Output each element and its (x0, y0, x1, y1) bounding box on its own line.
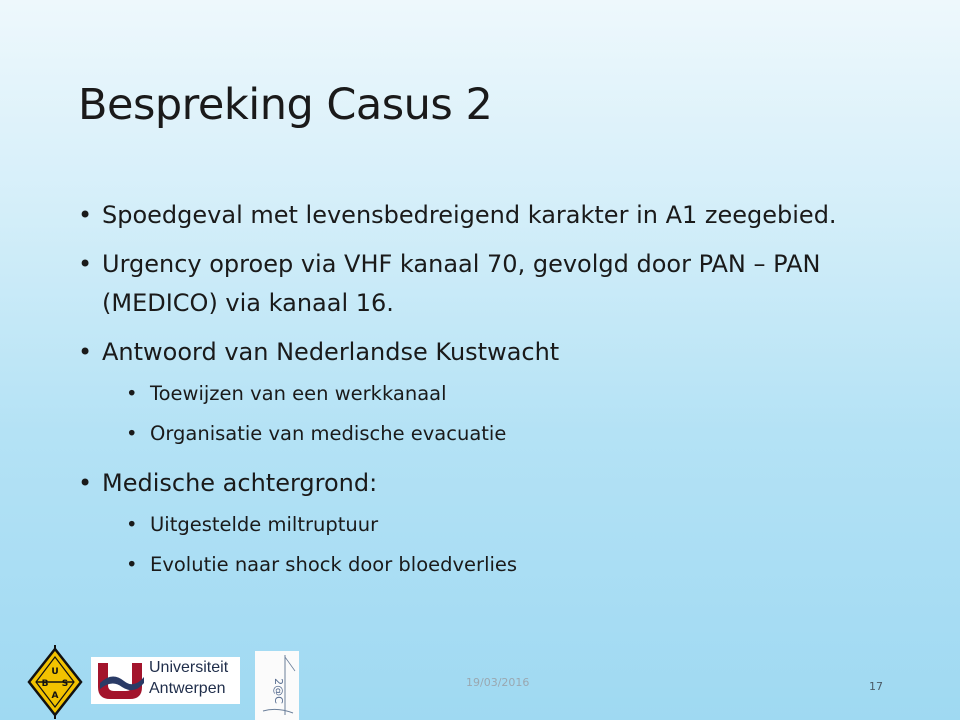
university-antwerpen-logo (91, 657, 240, 704)
sub-bullet-item (102, 505, 868, 545)
sketch-logo-text: 2@C (272, 678, 285, 704)
bullet-item-4 (78, 464, 868, 585)
bullet-item-1 (78, 196, 868, 235)
bullet-icon: • (78, 250, 93, 278)
sub-bullet-icon: • (126, 553, 138, 576)
bullet-item-2 (78, 245, 868, 323)
sub-bullet-text: Uitgestelde miltruptuur (150, 513, 379, 536)
bullet-icon: • (78, 469, 93, 497)
footer-date: 19/03/2016 (466, 676, 530, 689)
sub-bullet-item (102, 374, 868, 414)
slide-title: Bespreking Casus 2 (78, 80, 493, 130)
vras-letter: S (61, 679, 69, 689)
bullet-icon: • (78, 338, 93, 366)
bullet-text: Spoedgeval met levensbedreigend karakter in A1 zeegebied. (102, 201, 837, 229)
sub-bullet-icon: • (126, 382, 138, 405)
sub-bullet-text: Toewijzen van een werkkanaal (150, 382, 447, 405)
ua-name-line2: Antwerpen (149, 680, 226, 697)
bullet-text: Antwoord van Nederlandse Kustwacht (102, 338, 560, 366)
bullet-text: Urgency oproep via VHF kanaal 70, gevolgd door PAN – PAN (MEDICO) via kanaal 16. (102, 250, 821, 317)
bullet-icon: • (78, 201, 93, 229)
bullet-text: Medische achtergrond: (102, 469, 378, 497)
ua-logo-icon (94, 661, 146, 701)
sub-bullet-icon: • (126, 513, 138, 536)
sub-bullet-text: Organisatie van medische evacuatie (150, 422, 507, 445)
page-number: 17 (869, 680, 883, 693)
vras-letter: U (51, 667, 59, 677)
bullet-list (78, 196, 868, 595)
vras-letter: B (41, 679, 49, 689)
sub-bullet-text: Evolutie naar shock door bloedverlies (150, 553, 518, 576)
sub-bullet-item (102, 545, 868, 585)
vras-letter: A (51, 691, 59, 701)
vras-diamond-logo-icon (26, 645, 84, 719)
sub-bullet-list (102, 374, 868, 454)
sub-bullet-list (102, 505, 868, 585)
sub-bullet-icon: • (126, 422, 138, 445)
bullet-item-3 (78, 333, 868, 454)
sub-bullet-item (102, 414, 868, 454)
ua-name-line1: Universiteit (149, 659, 229, 676)
sketch-logo-icon (255, 651, 299, 720)
